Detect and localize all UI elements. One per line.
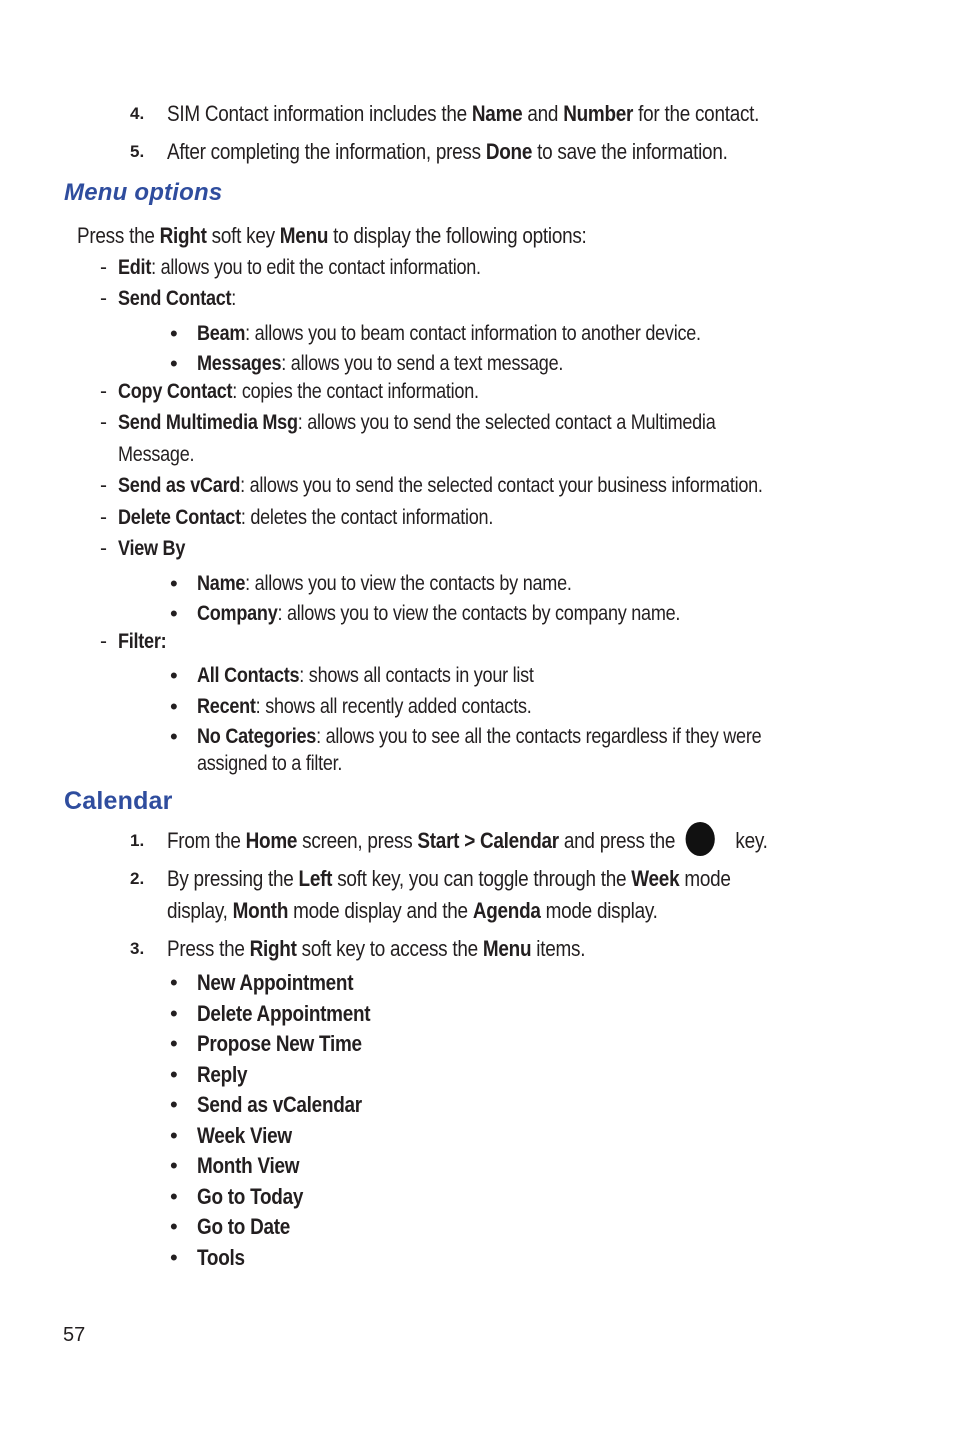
- bullet-marker: •: [170, 1245, 178, 1270]
- option-messages: [197, 350, 563, 377]
- text: : copies the contact information.: [232, 380, 479, 403]
- calendar-menu-item: Go to Date: [197, 1214, 291, 1239]
- dash-marker: -: [100, 630, 107, 653]
- calendar-heading: Calendar: [64, 787, 173, 815]
- text: : deletes the contact information.: [240, 506, 494, 529]
- text: key.: [735, 828, 768, 853]
- bold-term: Menu: [279, 223, 329, 248]
- bold-term: Month: [232, 898, 289, 923]
- text: : shows all recently added contacts.: [255, 695, 532, 718]
- bold-term: Name: [471, 101, 523, 126]
- bold-term: No Categories: [197, 725, 317, 748]
- dash-marker: -: [100, 506, 107, 529]
- text: : allows you to view the contacts by name.: [245, 572, 572, 595]
- bold-term: Done: [485, 139, 533, 164]
- bold-term: Company: [197, 602, 278, 625]
- bold-term: Beam: [197, 322, 246, 345]
- bullet-marker: •: [170, 601, 178, 626]
- text: mode display.: [540, 898, 658, 923]
- option-beam: [197, 320, 701, 347]
- option-view-by-name: [197, 570, 572, 597]
- option-send-multimedia-cont: [118, 441, 194, 468]
- bullet-marker: •: [170, 351, 178, 376]
- bullet-marker: •: [170, 321, 178, 346]
- bold-term: Recent: [197, 695, 256, 718]
- text: and press the: [558, 828, 676, 853]
- bullet-marker: •: [170, 1184, 178, 1209]
- option-filter-all-contacts: [197, 662, 534, 689]
- text: : allows you to send the selected contact your business information.: [240, 474, 763, 497]
- calendar-step-2-text-cont: [167, 897, 658, 925]
- bold-term: Left: [298, 866, 333, 891]
- bullet-marker: •: [170, 1153, 178, 1178]
- option-copy-contact: [118, 378, 479, 405]
- menu-options-intro: [77, 222, 587, 250]
- bullet-marker: •: [170, 694, 178, 719]
- step-number: 2.: [130, 869, 145, 888]
- text: screen, press: [297, 828, 418, 853]
- text: Press the: [167, 936, 250, 961]
- text: display,: [167, 898, 233, 923]
- bold-term: Number: [563, 101, 634, 126]
- bullet-marker: •: [170, 663, 178, 688]
- text: By pressing the: [167, 866, 299, 891]
- calendar-menu-item: Tools: [197, 1245, 245, 1270]
- option-edit: [118, 254, 481, 281]
- option-send-vcard: [118, 472, 763, 499]
- calendar-menu-item: Reply: [197, 1062, 248, 1087]
- calendar-menu-item: Go to Today: [197, 1184, 304, 1209]
- bold-term: Menu: [482, 936, 532, 961]
- option-filter: [118, 628, 166, 655]
- option-send-contact: [118, 285, 236, 312]
- calendar-menu-item: Send as vCalendar: [197, 1092, 362, 1117]
- text: to save the information.: [532, 139, 728, 164]
- bold-term: Filter:: [118, 630, 167, 653]
- text: : shows all contacts in your list: [299, 664, 534, 687]
- bullet-marker: •: [170, 1123, 178, 1148]
- bullet-marker: •: [170, 1062, 178, 1087]
- calendar-step-2-text: [167, 865, 731, 893]
- text: mode display and the: [288, 898, 473, 923]
- bold-term: Delete Contact: [118, 506, 241, 529]
- bullet-marker: •: [170, 1001, 178, 1026]
- text: SIM Contact information includes the: [167, 101, 472, 126]
- step-number: 1.: [130, 831, 145, 850]
- text: and: [522, 101, 564, 126]
- menu-options-heading: Menu options: [64, 179, 223, 206]
- text: : allows you to beam contact information to another device.: [245, 322, 701, 345]
- bold-term: Agenda: [472, 898, 541, 923]
- dash-marker: -: [100, 287, 107, 310]
- text: assigned to a filter.: [197, 752, 343, 775]
- text: soft key, you can toggle through the: [332, 866, 632, 891]
- bullet-marker: •: [170, 1031, 178, 1056]
- calendar-menu-item: Delete Appointment: [197, 1001, 371, 1026]
- dash-marker: -: [100, 474, 107, 497]
- page-number: 57: [63, 1324, 86, 1346]
- step-4-text: [167, 100, 759, 128]
- calendar-menu-item: Week View: [197, 1123, 292, 1148]
- calendar-menu-item: Month View: [197, 1153, 300, 1178]
- bullet-marker: •: [170, 724, 178, 749]
- text: : allows you to see all the contacts regardless if they were: [316, 725, 762, 748]
- bold-term: Right: [159, 223, 207, 248]
- step-number: 4.: [130, 104, 145, 123]
- dash-marker: -: [100, 380, 107, 403]
- bullet-marker: •: [170, 571, 178, 596]
- dash-marker: -: [100, 256, 107, 279]
- text: mode: [679, 866, 731, 891]
- bold-term: Copy Contact: [118, 380, 233, 403]
- option-view-by: [118, 535, 185, 562]
- text: soft key to access the: [296, 936, 483, 961]
- text: : allows you to view the contacts by company name.: [277, 602, 681, 625]
- bold-term: Messages: [197, 352, 282, 375]
- bold-term: Send as vCard: [118, 474, 241, 497]
- dash-marker: -: [100, 537, 107, 560]
- dash-marker: -: [100, 411, 107, 434]
- text: for the contact.: [633, 101, 760, 126]
- text: items.: [531, 936, 586, 961]
- bold-term: Week: [631, 866, 680, 891]
- text: soft key: [206, 223, 280, 248]
- text: Message.: [118, 443, 195, 466]
- text: From the: [167, 828, 246, 853]
- bold-term: Right: [249, 936, 297, 961]
- option-filter-no-categories-cont: [197, 750, 342, 777]
- text: After completing the information, press: [167, 139, 486, 164]
- bold-term: Name: [197, 572, 246, 595]
- bullet-marker: •: [170, 1214, 178, 1239]
- bold-term: Send Contact: [118, 287, 232, 310]
- bold-term: Start > Calendar: [417, 828, 559, 853]
- text: : allows you to send the selected contact a Multimedia: [297, 411, 716, 434]
- calendar-menu-item: Propose New Time: [197, 1031, 362, 1056]
- bold-term: View By: [118, 537, 186, 560]
- bullet-marker: •: [170, 970, 178, 995]
- text: : allows you to edit the contact information.: [151, 256, 481, 279]
- bold-term: Edit: [118, 256, 152, 279]
- calendar-step-1-text: [167, 827, 768, 856]
- text: :: [231, 287, 237, 310]
- text: : allows you to send a text message.: [281, 352, 564, 375]
- option-filter-no-categories: [197, 723, 761, 750]
- bold-term: Home: [245, 828, 298, 853]
- ok-key-icon: [686, 822, 715, 856]
- text: Press the: [77, 223, 160, 248]
- option-view-by-company: [197, 600, 680, 627]
- option-filter-recent: [197, 693, 531, 720]
- option-send-multimedia: [118, 409, 715, 436]
- step-5-text: [167, 138, 728, 166]
- bold-term: Send Multimedia Msg: [118, 411, 298, 434]
- text: to display the following options:: [328, 223, 587, 248]
- step-number: 5.: [130, 142, 145, 161]
- bold-term: All Contacts: [197, 664, 300, 687]
- calendar-menu-item: New Appointment: [197, 970, 354, 995]
- bullet-marker: •: [170, 1092, 178, 1117]
- step-number: 3.: [130, 939, 145, 958]
- option-delete-contact: [118, 504, 493, 531]
- calendar-step-3-text: [167, 935, 585, 963]
